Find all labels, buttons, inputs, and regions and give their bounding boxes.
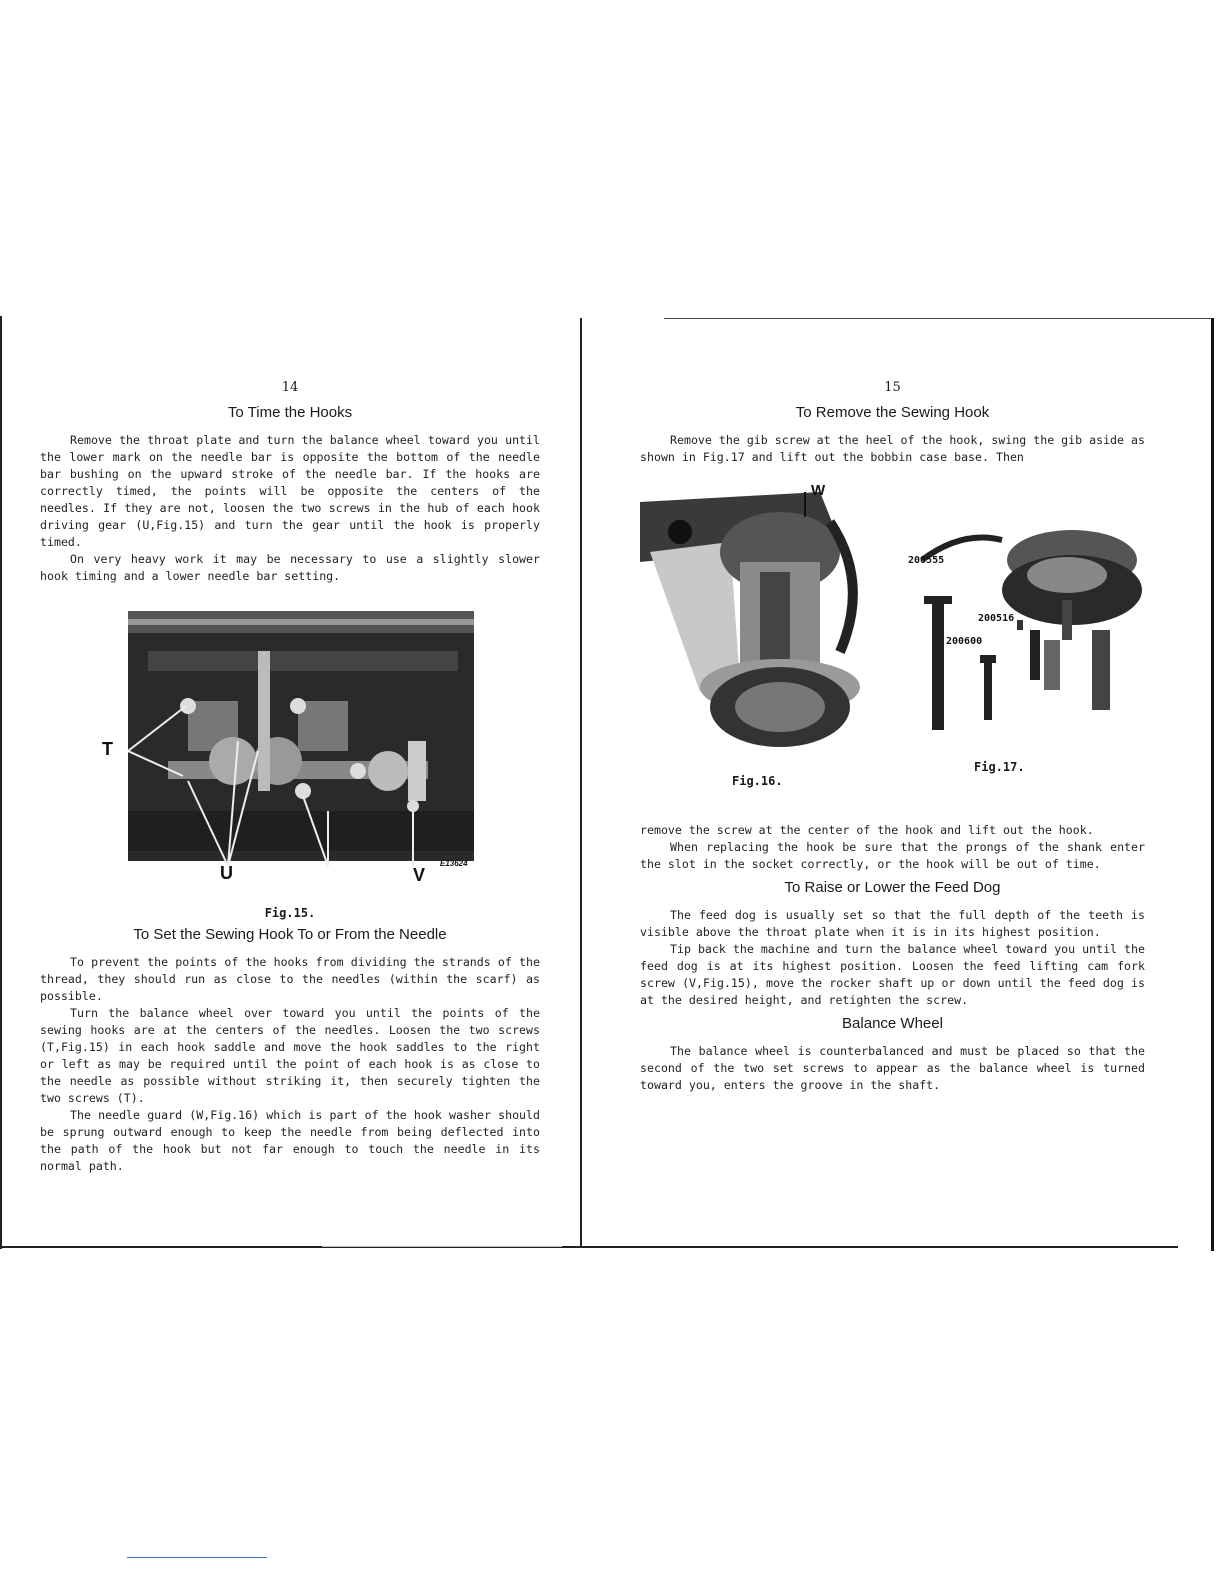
fig-15-label-v: V: [413, 865, 426, 885]
para-feed-dog-set: The feed dog is usually set so that the full depth of the teeth is visible above the throat plate when it is in its highest position.: [640, 908, 1145, 939]
left-edge-rule: [0, 316, 2, 1249]
right-page: [640, 380, 1145, 1094]
bottom-rule: [0, 1246, 1178, 1248]
para-tip-back: Tip back the machine and turn the balance wheel toward you until the feed dog is at its highest position. Loosen the feed lifting cam fork screw (V,Fig.15), move the rocker shaft up or down until the feed dog is at the desired height, and retighten the screw.: [640, 942, 1145, 1007]
para-heavy-work: On very heavy work it may be necessary to use a slightly slower hook timing and a lower needle bar setting.: [40, 552, 540, 583]
fig-16-label-w: W: [811, 482, 826, 499]
para-time-hooks: Remove the throat plate and turn the balance wheel toward you until the lower mark on the needle bar is opposite the bottom of the needle bar bushing on the upward stroke of the needle bar. If the hooks are correctly timed, the points will be opposite the centers of the needles. If they are not, loosen the two screws in the hub of each hook driving gear (U,Fig.15) and turn the gear until the hook is properly timed.: [40, 433, 540, 549]
para-needle-guard: The needle guard (W,Fig.16) which is part of the hook washer should be sprung outward enough to keep the needle from being deflected into the path of the hook but not far enough to touch the needle in its normal path.: [40, 1108, 540, 1173]
para-remove-screw: remove the screw at the center of the hook and lift out the hook.: [640, 823, 1094, 837]
fig-15-caption: Fig.15.: [264, 906, 316, 920]
footer-line: [127, 1557, 267, 1558]
para-prevent-points: To prevent the points of the hooks from dividing the strands of the thread, they should run as close to the needles (within the scarf) as possible.: [40, 955, 540, 1003]
figures-16-17: [640, 482, 1145, 822]
page-number-right: 15: [884, 380, 901, 395]
heading-balance-wheel: Balance Wheel: [842, 1015, 943, 1032]
para-balance-wheel: The balance wheel is counterbalanced and must be placed so that the second of the two set screws to appear as the balance wheel is turned toward you, enters the groove in the shaft.: [640, 1044, 1145, 1092]
heading-time-hooks: To Time the Hooks: [227, 404, 353, 421]
page-number-left: 14: [281, 380, 299, 395]
fig-17-part-200516: 200516: [978, 613, 1015, 624]
spine-rule: [580, 318, 582, 1248]
top-rule: [664, 318, 1212, 319]
para-replacing-hook: When replacing the hook be sure that the prongs of the shank enter the slot in the socket correctly, or the hook will be out of time.: [640, 840, 1145, 871]
fig-16-caption: Fig.16.: [732, 774, 783, 788]
fig-17-part-200555: 200555: [908, 555, 945, 566]
fig-17-caption: Fig.17.: [974, 760, 1025, 774]
heading-remove-hook: To Remove the Sewing Hook: [795, 404, 990, 421]
fig-15-catalog-number: E13624: [440, 859, 468, 868]
para-remove-gib: Remove the gib screw at the heel of the hook, swing the gib aside as shown in Fig.17 and lift out the bobbin case base. Then: [640, 433, 1145, 464]
right-edge-rule: [1211, 318, 1214, 1251]
left-page: [40, 380, 540, 1175]
fig-15-machine-photo: [128, 611, 474, 881]
bottom-rule-faint: [322, 1246, 562, 1247]
fig-16-hook-photo: [640, 482, 880, 752]
fig-17-part-200600: 200600: [946, 636, 983, 647]
fig-17-parts-photo: [902, 520, 1142, 735]
para-turn-wheel: Turn the balance wheel over toward you until the points of the sewing hooks are at the centers of the needles. Loosen the two screws (T,Fig.15) in each hook saddle and move the hook saddles to the right or left as may be required until the point of each hook is as close to the needle as possible without striking it, then securely tighten the two screws (T).: [40, 1006, 540, 1105]
heading-feed-dog: To Raise or Lower the Feed Dog: [784, 879, 1001, 896]
figure-15: [40, 611, 540, 896]
fig-15-label-u: U: [220, 863, 233, 883]
heading-set-sewing-hook: To Set the Sewing Hook To or From the Needle: [133, 926, 447, 943]
fig-15-label-t: T: [102, 739, 113, 759]
